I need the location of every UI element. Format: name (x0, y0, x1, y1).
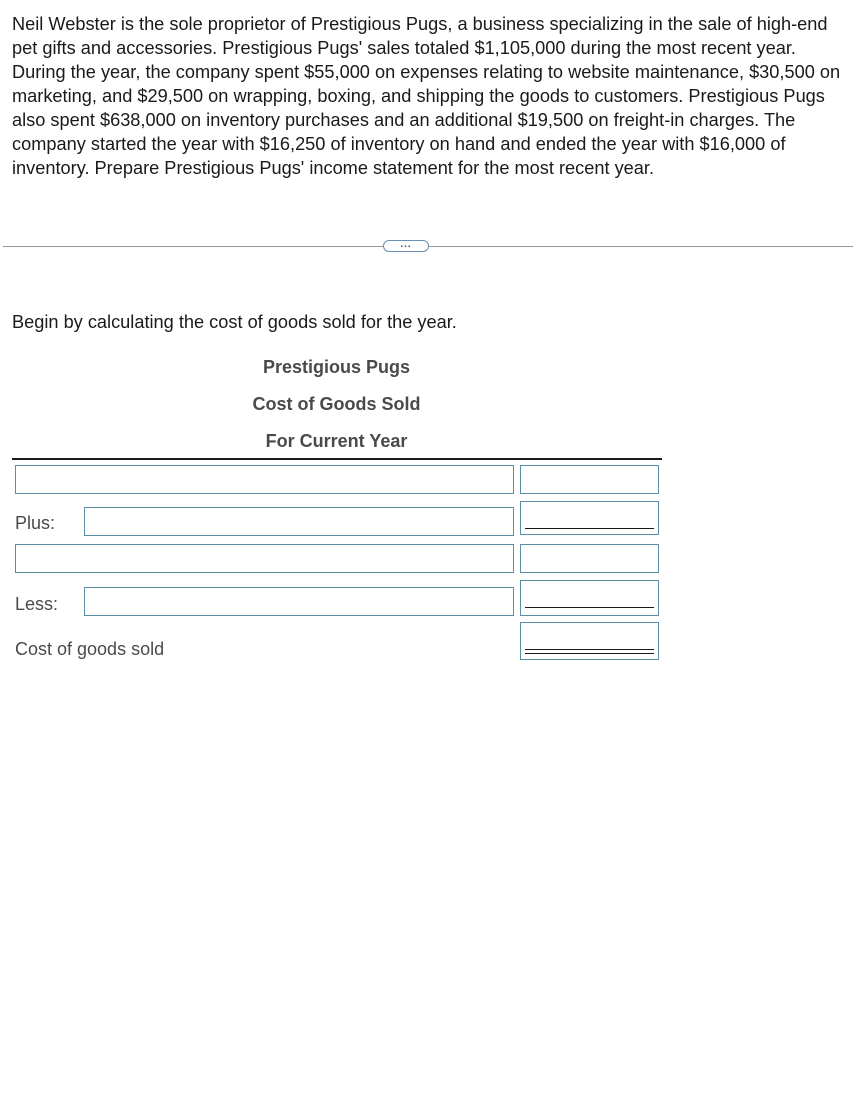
row4-less-label: Less: (15, 594, 59, 614)
row1-amount-input[interactable] (520, 465, 659, 494)
cogs-double-underline-bottom (525, 653, 654, 654)
row4-subtotal-underline (525, 607, 654, 608)
show-more-button[interactable] (383, 240, 429, 252)
statement-period: For Current Year (265, 431, 408, 451)
statement-company-name: Prestigious Pugs (262, 357, 411, 377)
statement-header-rule (12, 458, 662, 460)
more-dots-icon: ... (400, 238, 412, 250)
row2-amount-input[interactable] (520, 501, 659, 535)
row3-amount-input[interactable] (520, 544, 659, 573)
statement-title: Cost of Goods Sold (252, 394, 421, 414)
row3-description-input[interactable] (15, 544, 514, 573)
row2-description-input[interactable] (84, 507, 514, 536)
row2-subtotal-underline (525, 528, 654, 529)
problem-text: Neil Webster is the sole proprietor of Prestigious Pugs, a business specializing in the sale of high-end pet gifts and accessories. Prestigious Pugs' sales totaled $1,105,000 during the most recent year. During the year, the company spent $55,000 on expenses relating to website maintenance, $30,500 on marketing, and $29,500 on wrapping, boxing, and shipping the goods to customers. Prestigious Pugs also spent $638,000 on inventory purchases and an additional $19,500 on freight-in charges. The company started the year with $16,250 of inventory on hand and ended the year with $16,000 of inventory. Prepare Prestigious Pugs' income statement for the most recent year. (12, 14, 841, 178)
row4-amount-input[interactable] (520, 580, 659, 616)
instruction-text: Begin by calculating the cost of goods sold for the year. (12, 312, 457, 332)
cogs-double-underline-top (525, 649, 654, 650)
row1-description-input[interactable] (15, 465, 514, 494)
cogs-total-amount-input[interactable] (520, 622, 659, 660)
row4-description-input[interactable] (84, 587, 514, 616)
row2-plus-label: Plus: (15, 513, 56, 533)
cogs-total-label: Cost of goods sold (15, 639, 165, 659)
